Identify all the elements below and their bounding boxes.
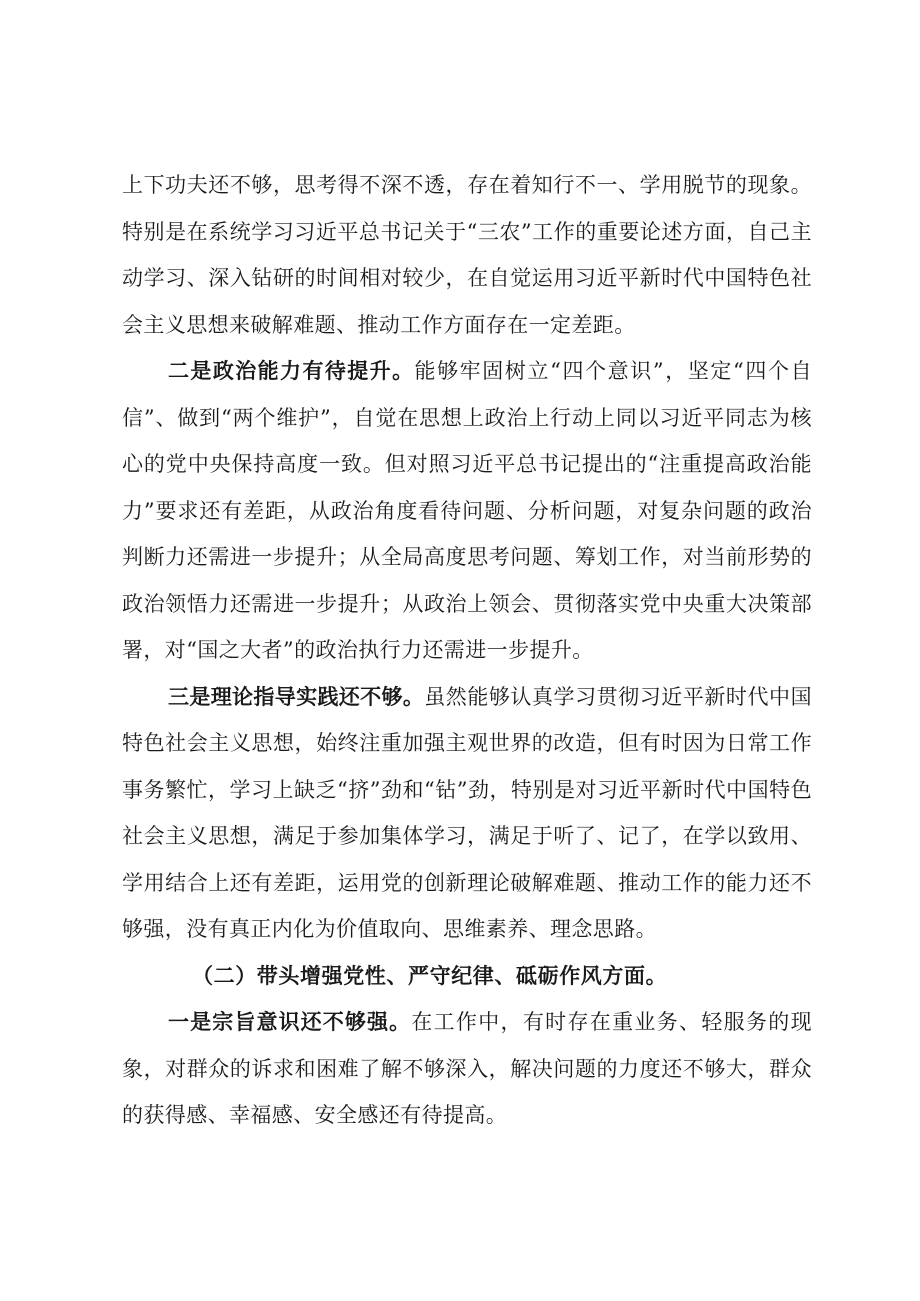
paragraph-continuation (122, 162, 812, 348)
document-body (122, 162, 812, 1139)
paragraph-political-ability (122, 348, 812, 674)
paragraph-purpose-awareness (122, 999, 812, 1139)
paragraph-lead: 三是理论指导实践还不够。 (168, 684, 425, 709)
paragraph-theory-practice (122, 674, 812, 953)
paragraph-text: 在工作中，有时存在重业务、轻服务的现象，对群众的诉求和困难了解不够深入，解决问题的力度还不够大，群众的获得感、幸福感、安全感还有待提高。 (122, 1010, 813, 1127)
paragraph-text: 上下功夫还不够，思考得不深不透，存在着知行不一、学用脱节的现象。特别是在系统学习习近平总书记关于“三农”工作的重要论述方面，自己主动学习、深入钻研的时间相对较少，在自觉运用习近平新时代中国特色社会主义思想来破解难题、推动工作方面存在一定差距。 (122, 173, 812, 337)
paragraph-lead: 二是政治能力有待提升。 (168, 359, 415, 383)
paragraph-lead: 一是宗旨意识还不够强。 (168, 1010, 412, 1034)
paragraph-text: 虽然能够认真学习贯彻习近平新时代中国特色社会主义思想，始终注重加强主观世界的改造，但有时因为日常工作事务繁忙，学习上缺乏“挤”劲和“钻”劲，特别是对习近平新时代中国特色社会主义思想，满足于参加集体学习，满足于听了、记了，在学以致用、学用结合上还有差距，运用党的创新理论破解难题、推动工作的能力还不够强，没有真正内化为价值取向、思维素养、理念思路。 (122, 684, 812, 941)
section-heading: （二）带头增强党性、严守纪律、砥砺作风方面。 (192, 963, 668, 988)
paragraph-text: 能够牢固树立“四个意识”，坚定“四个自信”、做到“两个维护”，自觉在思想上政治上行动上同以习近平同志为核心的党中央保持高度一致。但对照习近平总书记提出的“注重提高政治能力”要求还有差距，从政治角度看待问题、分析问题，对复杂问题的政治判断力还需进一步提升；从全局高度思考问题、筹划工作，对当前形势的政治领悟力还需进一步提升；从政治上领会、贯彻落实党中央重大决策部署，对“国之大者”的政治执行力还需进一步提升。 (122, 359, 812, 662)
